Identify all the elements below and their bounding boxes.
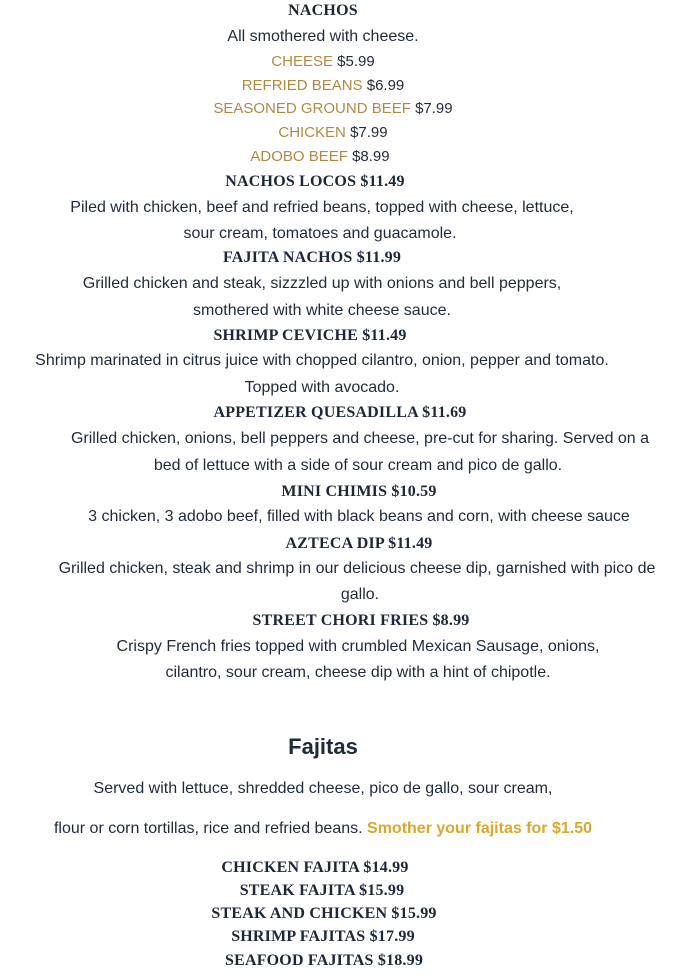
menu-item-title: NACHOS LOCOS $11.49: [225, 173, 405, 190]
fajitas-description: Served with lettuce, shredded cheese, pico de gallo, sour cream,: [93, 780, 553, 797]
menu-item-description: sour cream, tomatoes and guacamole.: [183, 225, 457, 242]
menu-item-description: Grilled chicken, onions, bell peppers and cheese, pre-cut for sharing. Served on a: [70, 430, 650, 447]
menu-item-description: Crispy French fries topped with crumbled Mexican Sausage, onions,: [116, 638, 600, 655]
menu-item-description: Piled with chicken, beef and refried beans, topped with cheese, lettuce,: [70, 199, 574, 216]
nachos-option: [0, 100, 683, 117]
fajitas-description: [0, 820, 673, 838]
option-price: $6.99: [366, 77, 405, 94]
option-price: $7.99: [415, 100, 453, 117]
menu-item-description: Shrimp marinated in citrus juice with chopped cilantro, onion, pepper and tomato.: [35, 352, 609, 369]
menu-item-title: FAJITA NACHOS $11.99: [222, 249, 402, 266]
option-name: SEASONED GROUND BEEF: [213, 100, 411, 117]
option-price: $7.99: [350, 124, 388, 141]
nachos-option: [0, 124, 683, 141]
menu-item-description: Grilled chicken and steak, sizzzled up with onions and bell peppers,: [82, 275, 562, 292]
menu-item-title: APPETIZER QUESADILLA $11.69: [213, 404, 467, 421]
menu-item-description: 3 chicken, 3 adobo beef, filled with black beans and corn, with cheese sauce: [88, 508, 630, 525]
option-name: ADOBO BEEF: [250, 148, 348, 165]
menu-item-title: SHRIMP CEVICHE $11.49: [213, 327, 407, 344]
menu-item-title: AZTECA DIP $11.49: [285, 535, 433, 552]
option-price: $5.99: [337, 53, 375, 70]
nachos-option: [0, 53, 673, 70]
fajita-item: STEAK FAJITA $15.99: [239, 882, 405, 899]
option-name: CHEESE: [271, 53, 333, 70]
nachos-option: [0, 148, 670, 165]
menu-item-description: cilantro, sour cream, cheese dip with a hint of chipotle.: [165, 664, 551, 681]
option-name: REFRIED BEANS: [241, 77, 363, 94]
menu-item-title: STREET CHORI FRIES $8.99: [252, 612, 470, 629]
menu-item-title: MINI CHIMIS $10.59: [281, 483, 437, 500]
nachos-option: [0, 77, 673, 94]
fajita-item: CHICKEN FAJITA $14.99: [221, 859, 409, 876]
menu-item-description: smothered with white cheese sauce.: [193, 302, 451, 319]
menu-item-description: Grilled chicken, steak and shrimp in our delicious cheese dip, garnished with pico de: [58, 560, 656, 577]
smother-promo: Smother your fajitas for $1.50: [367, 820, 592, 837]
fajitas-description-text: flour or corn tortillas, rice and refried beans.: [53, 820, 363, 837]
option-price: $8.99: [352, 148, 390, 165]
nachos-description: All smothered with cheese.: [227, 28, 419, 45]
fajita-item: SHRIMP FAJITAS $17.99: [231, 928, 415, 945]
nachos-title: NACHOS: [288, 2, 358, 19]
menu-item-description: Topped with avocado.: [244, 379, 400, 396]
fajita-item: STEAK AND CHICKEN $15.99: [211, 905, 437, 922]
option-name: CHICKEN: [278, 124, 346, 141]
section-heading-fajitas: Fajitas: [288, 734, 358, 759]
fajita-item: SEAFOOD FAJITAS $18.99: [224, 952, 424, 969]
menu-item-description: bed of lettuce with a side of sour cream and pico de gallo.: [153, 457, 563, 474]
menu-item-description: gallo.: [340, 586, 380, 603]
